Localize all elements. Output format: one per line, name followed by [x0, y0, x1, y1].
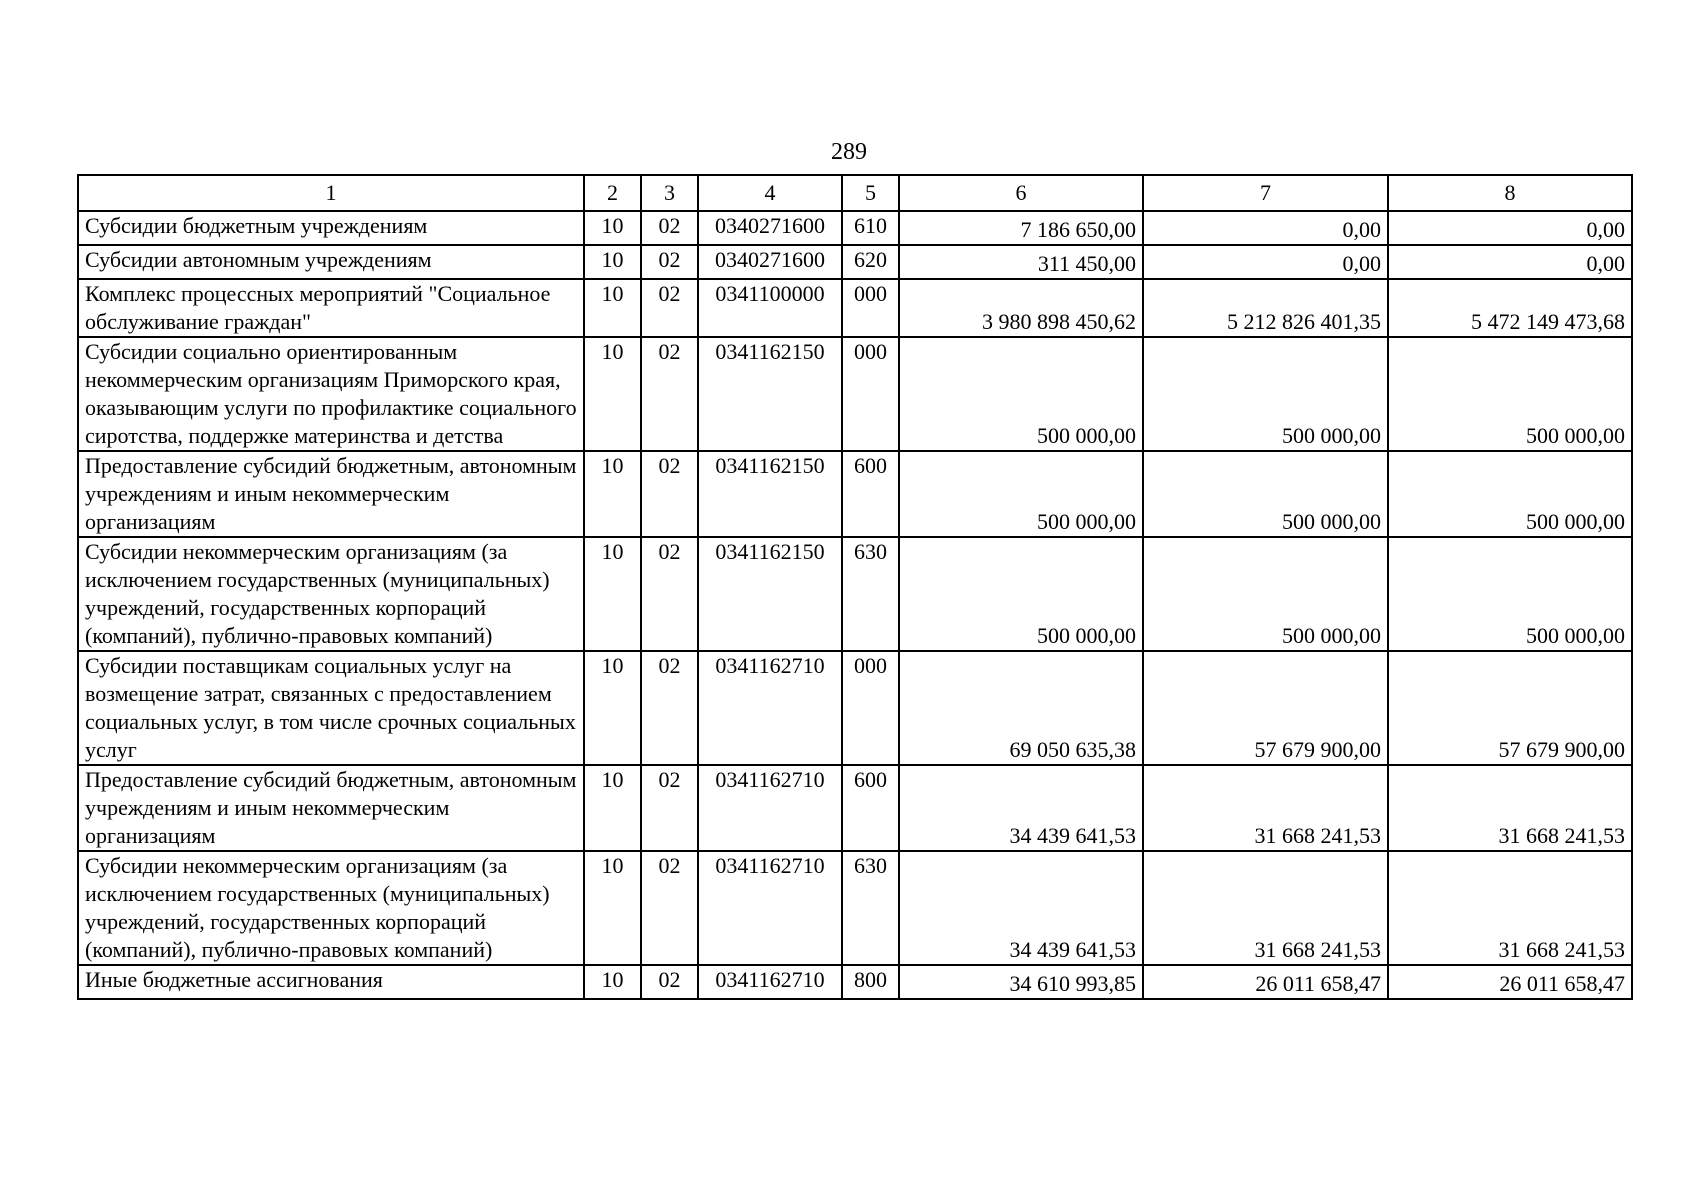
- column-header: 5: [842, 175, 899, 211]
- expense-type-code: 600: [842, 765, 899, 851]
- expense-type-code: 600: [842, 451, 899, 537]
- amount-col7: 500 000,00: [1143, 337, 1388, 451]
- amount-col7: 57 679 900,00: [1143, 651, 1388, 765]
- amount-col6: 34 439 641,53: [899, 765, 1143, 851]
- subsection-code: 02: [641, 451, 698, 537]
- table-row: [78, 337, 1632, 451]
- amount-col8: 5 472 149 473,68: [1388, 279, 1632, 337]
- target-article-code: 0341162710: [698, 965, 842, 999]
- subsection-code: 02: [641, 851, 698, 965]
- row-name: Предоставление субсидий бюджетным, автономным учреждениям и иным некоммерческим организациям: [78, 765, 584, 851]
- expense-type-code: 610: [842, 211, 899, 245]
- expense-type-code: 630: [842, 537, 899, 651]
- expense-type-code: 000: [842, 279, 899, 337]
- amount-col8: 0,00: [1388, 211, 1632, 245]
- row-name: Субсидии социально ориентированным некоммерческим организациям Приморского края, оказывающим услуги по профилактике социального сиротства, поддержке материнства и детства: [78, 337, 584, 451]
- table-row: [78, 651, 1632, 765]
- section-code: 10: [584, 651, 641, 765]
- subsection-code: 02: [641, 245, 698, 279]
- subsection-code: 02: [641, 765, 698, 851]
- section-code: 10: [584, 537, 641, 651]
- table-row: [78, 537, 1632, 651]
- row-name: Субсидии некоммерческим организациям (за исключением государственных (муниципальных) учреждений, государственных корпораций (компаний), публично-правовых компаний): [78, 537, 584, 651]
- table-row: [78, 451, 1632, 537]
- row-name: Субсидии автономным учреждениям: [78, 245, 584, 279]
- subsection-code: 02: [641, 651, 698, 765]
- amount-col6: 311 450,00: [899, 245, 1143, 279]
- column-header: 1: [78, 175, 584, 211]
- amount-col6: 34 439 641,53: [899, 851, 1143, 965]
- amount-col8: 31 668 241,53: [1388, 851, 1632, 965]
- section-code: 10: [584, 451, 641, 537]
- amount-col7: 500 000,00: [1143, 537, 1388, 651]
- amount-col6: 500 000,00: [899, 337, 1143, 451]
- amount-col8: 57 679 900,00: [1388, 651, 1632, 765]
- section-code: 10: [584, 245, 641, 279]
- amount-col8: 500 000,00: [1388, 451, 1632, 537]
- target-article-code: 0341162710: [698, 851, 842, 965]
- amount-col7: 31 668 241,53: [1143, 851, 1388, 965]
- amount-col7: 5 212 826 401,35: [1143, 279, 1388, 337]
- row-name: Субсидии поставщикам социальных услуг на возмещение затрат, связанных с предоставлением социальных услуг, в том числе срочных социальных услуг: [78, 651, 584, 765]
- page-number: 289: [831, 139, 867, 165]
- amount-col7: 31 668 241,53: [1143, 765, 1388, 851]
- amount-col8: 500 000,00: [1388, 537, 1632, 651]
- target-article-code: 0340271600: [698, 245, 842, 279]
- target-article-code: 0341162710: [698, 651, 842, 765]
- subsection-code: 02: [641, 211, 698, 245]
- amount-col8: 26 011 658,47: [1388, 965, 1632, 999]
- amount-col8: 500 000,00: [1388, 337, 1632, 451]
- target-article-code: 0341162150: [698, 451, 842, 537]
- table-row: [78, 851, 1632, 965]
- table-row: [78, 965, 1632, 999]
- target-article-code: 0341100000: [698, 279, 842, 337]
- expense-type-code: 620: [842, 245, 899, 279]
- amount-col8: 0,00: [1388, 245, 1632, 279]
- subsection-code: 02: [641, 965, 698, 999]
- row-name: Иные бюджетные ассигнования: [78, 965, 584, 999]
- expense-type-code: 000: [842, 337, 899, 451]
- column-header: 3: [641, 175, 698, 211]
- subsection-code: 02: [641, 279, 698, 337]
- row-name: Комплекс процессных мероприятий "Социальное обслуживание граждан": [78, 279, 584, 337]
- header-row: [78, 175, 1632, 211]
- amount-col6: 69 050 635,38: [899, 651, 1143, 765]
- section-code: 10: [584, 279, 641, 337]
- amount-col6: 500 000,00: [899, 537, 1143, 651]
- amount-col7: 500 000,00: [1143, 451, 1388, 537]
- section-code: 10: [584, 965, 641, 999]
- column-header: 7: [1143, 175, 1388, 211]
- amount-col7: 0,00: [1143, 211, 1388, 245]
- subsection-code: 02: [641, 337, 698, 451]
- amount-col6: 34 610 993,85: [899, 965, 1143, 999]
- target-article-code: 0340271600: [698, 211, 842, 245]
- section-code: 10: [584, 851, 641, 965]
- column-header: 4: [698, 175, 842, 211]
- subsection-code: 02: [641, 537, 698, 651]
- amount-col7: 26 011 658,47: [1143, 965, 1388, 999]
- table-row: [78, 765, 1632, 851]
- row-name: Субсидии некоммерческим организациям (за исключением государственных (муниципальных) учреждений, государственных корпораций (компаний), публично-правовых компаний): [78, 851, 584, 965]
- amount-col7: 0,00: [1143, 245, 1388, 279]
- amount-col8: 31 668 241,53: [1388, 765, 1632, 851]
- section-code: 10: [584, 337, 641, 451]
- row-name: Субсидии бюджетным учреждениям: [78, 211, 584, 245]
- expense-type-code: 000: [842, 651, 899, 765]
- expense-type-code: 630: [842, 851, 899, 965]
- section-code: 10: [584, 211, 641, 245]
- budget-table: [77, 174, 1633, 1000]
- expense-type-code: 800: [842, 965, 899, 999]
- section-code: 10: [584, 765, 641, 851]
- target-article-code: 0341162150: [698, 537, 842, 651]
- amount-col6: 3 980 898 450,62: [899, 279, 1143, 337]
- table-row: [78, 279, 1632, 337]
- table-row: [78, 211, 1632, 245]
- column-header: 6: [899, 175, 1143, 211]
- table-row: [78, 245, 1632, 279]
- target-article-code: 0341162710: [698, 765, 842, 851]
- amount-col6: 500 000,00: [899, 451, 1143, 537]
- column-header: 2: [584, 175, 641, 211]
- column-header: 8: [1388, 175, 1632, 211]
- amount-col6: 7 186 650,00: [899, 211, 1143, 245]
- target-article-code: 0341162150: [698, 337, 842, 451]
- row-name: Предоставление субсидий бюджетным, автономным учреждениям и иным некоммерческим организациям: [78, 451, 584, 537]
